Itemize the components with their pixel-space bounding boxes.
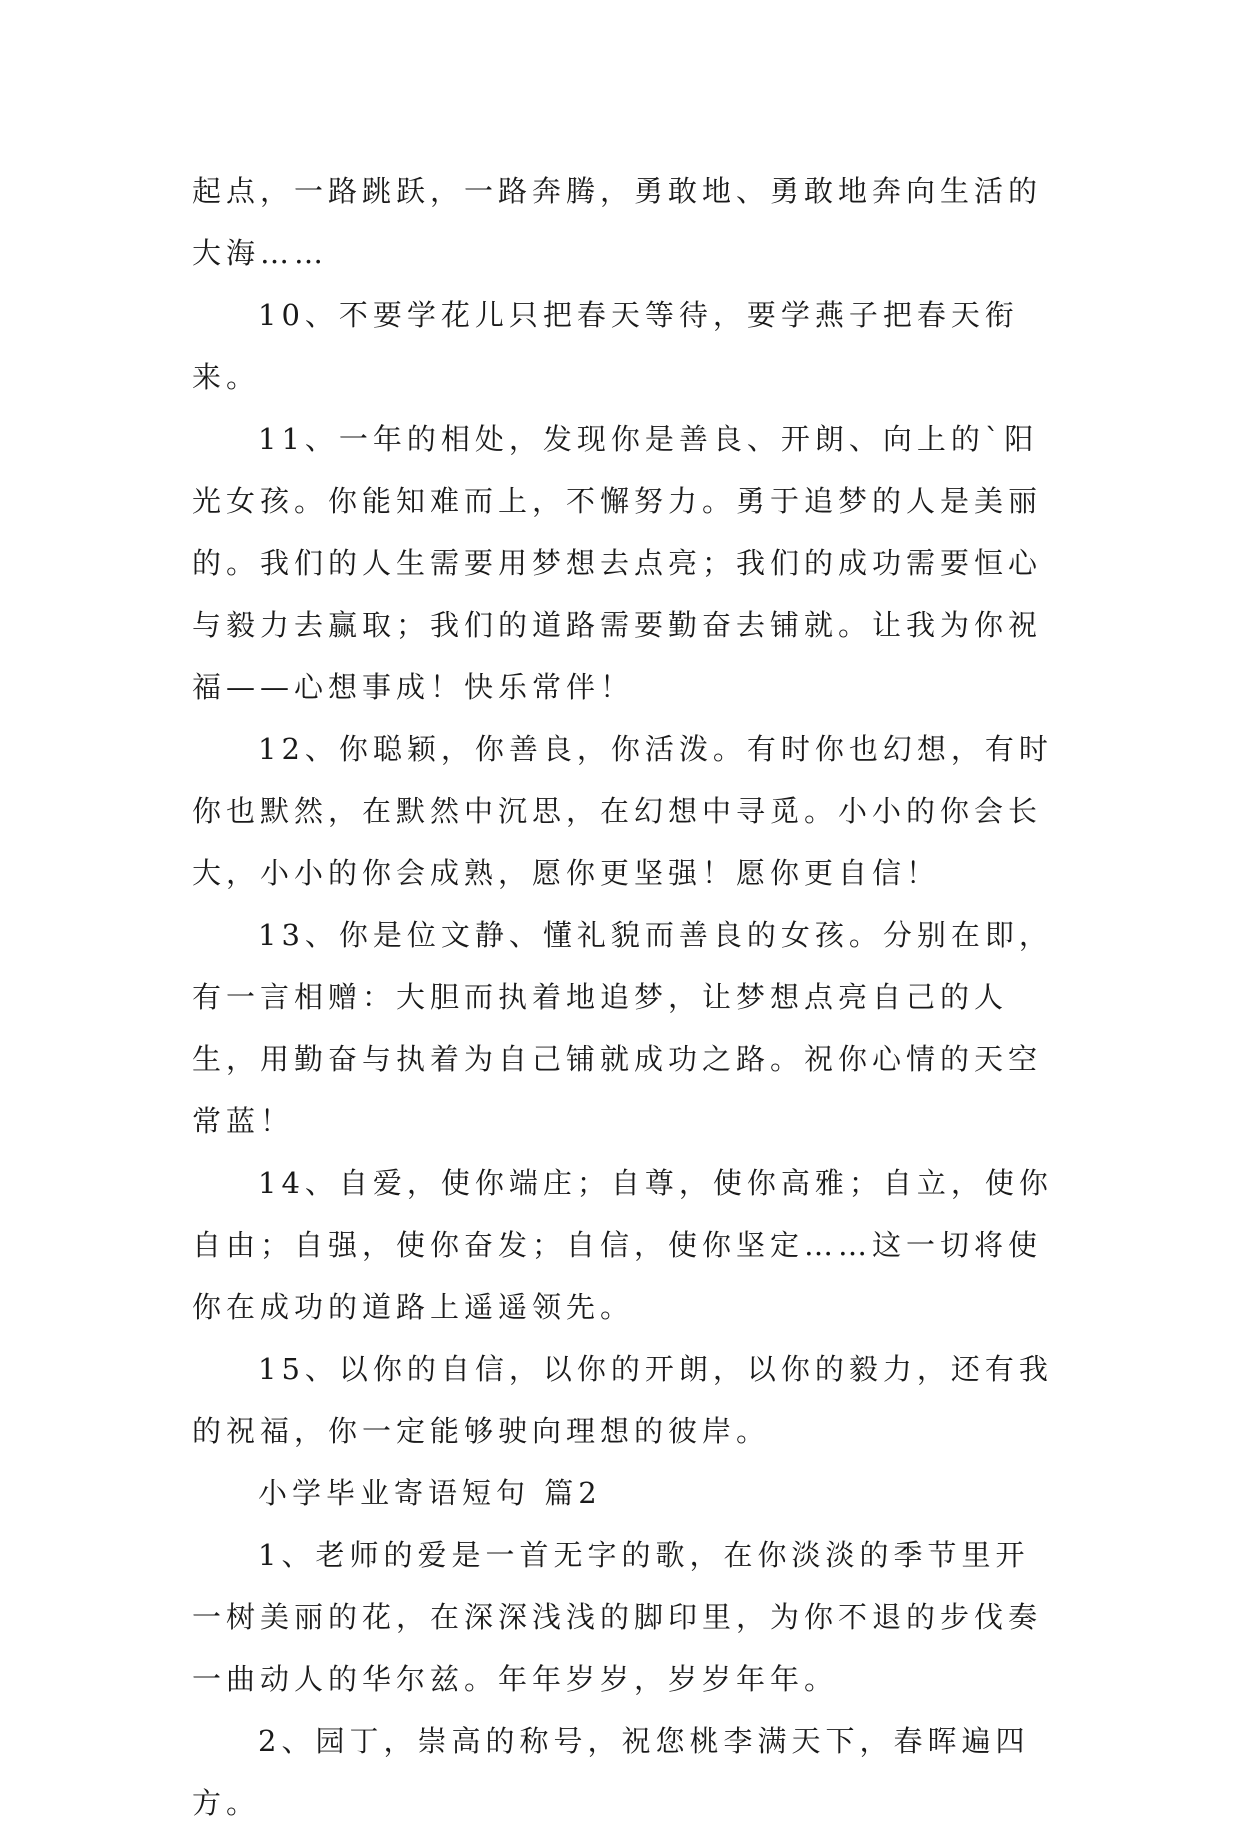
- section-heading: 小学毕业寄语短句 篇2: [258, 1476, 602, 1510]
- paragraph-item-15: 15、以你的自信，以你的开朗，以你的毅力，还有我的祝福，你一定能够驶向理想的彼岸。: [192, 1352, 1053, 1448]
- paragraph-item-11: 11、一年的相处，发现你是善良、开朗、向上的`阳光女孩。你能知难而上，不懈努力。勇于追梦的人是美丽的。我们的人生需要用梦想去点亮；我们的成功需要恒心与毅力去赢取；我们的道路需要勤奋去铺就。让我为你祝福——心想事成！快乐常伴！: [192, 422, 1043, 704]
- paragraph-item-14: 14、自爱，使你端庄；自尊，使你高雅；自立，使你自由；自强，使你奋发；自信，使你坚定……这一切将使你在成功的道路上遥遥领先。: [192, 1166, 1053, 1324]
- paragraph-item-10: 10、不要学花儿只把春天等待，要学燕子把春天衔来。: [192, 298, 1019, 394]
- paragraph-continuation: 起点，一路跳跃，一路奔腾，勇敢地、勇敢地奔向生活的大海……: [192, 174, 1043, 270]
- document-body: [192, 160, 1054, 1834]
- paragraph-item-13: 13、你是位文静、懂礼貌而善良的女孩。分别在即，有一言相赠：大胆而执着地追梦，让梦想点亮自己的人生，用勤奋与执着为自己铺就成功之路。祝你心情的天空常蓝！: [192, 918, 1053, 1138]
- paragraph-item-12: 12、你聪颖，你善良，你活泼。有时你也幻想，有时你也默然，在默然中沉思，在幻想中寻觅。小小的你会长大，小小的你会成熟，愿你更坚强！愿你更自信！: [192, 732, 1053, 890]
- paragraph-item-2: 2、园丁，崇高的称号，祝您桃李满天下，春晖遍四方。: [192, 1724, 1030, 1820]
- paragraph-item-1: 1、老师的爱是一首无字的歌，在你淡淡的季节里开一树美丽的花，在深深浅浅的脚印里，为你不退的步伐奏一曲动人的华尔兹。年年岁岁，岁岁年年。: [192, 1538, 1043, 1696]
